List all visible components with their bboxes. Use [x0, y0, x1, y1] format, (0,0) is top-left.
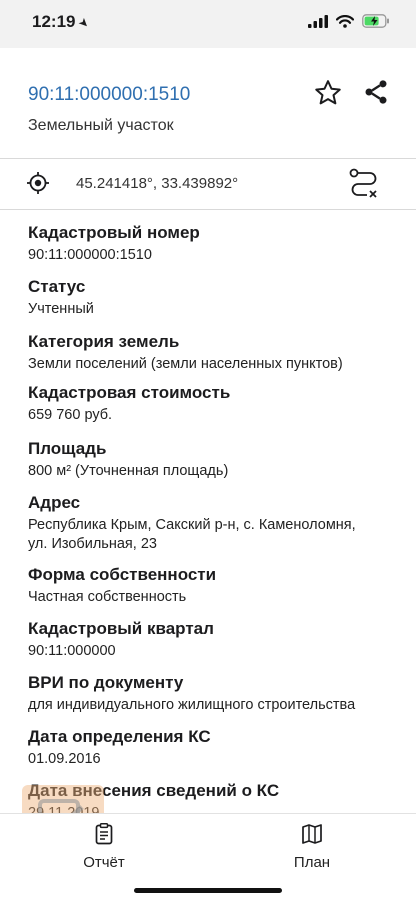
- parcel-type-label: Земельный участок: [28, 117, 174, 134]
- tab-report-label: Отчёт: [83, 854, 125, 871]
- coordinates-text: 45.241418°, 33.439892°: [76, 175, 239, 192]
- field-value: 01.09.2016: [28, 751, 101, 767]
- crosshair-icon: [26, 171, 50, 195]
- parcel-sheet: [0, 48, 416, 900]
- field-label: Дата внесения сведений о КС: [28, 781, 280, 800]
- field-label: Кадастровый номер: [28, 223, 200, 242]
- field-label: Статус: [28, 277, 86, 296]
- wifi-icon: [336, 15, 354, 28]
- star-outline-icon: [313, 78, 343, 108]
- field-valuation-date: [28, 727, 408, 769]
- share-button[interactable]: [362, 78, 396, 112]
- coordinates-row[interactable]: [0, 159, 416, 210]
- cadastral-number-link[interactable]: 90:11:000000:1510: [28, 84, 191, 105]
- tab-plan-label: План: [293, 854, 331, 871]
- clipboard-icon: [92, 822, 116, 846]
- field-value: Земли поселений (земли населенных пунктов): [28, 356, 343, 372]
- signal-icon: [308, 15, 328, 28]
- tab-plan[interactable]: [252, 822, 372, 871]
- favorite-button[interactable]: [313, 78, 347, 112]
- field-status: [28, 277, 408, 319]
- field-label: Кадастровая стоимость: [28, 383, 231, 402]
- home-indicator: [134, 888, 282, 893]
- field-cadastral-quarter: [28, 619, 408, 661]
- field-label: Категория земель: [28, 332, 180, 351]
- field-area: [28, 439, 408, 481]
- field-label: Площадь: [28, 439, 107, 458]
- location-arrow-icon: ➤: [76, 14, 94, 32]
- field-value: ул. Изобильная, 23: [28, 536, 157, 552]
- field-value: 800 м² (Уточненная площадь): [28, 463, 229, 479]
- parcel-header: [0, 48, 416, 159]
- field-value: Республика Крым, Сакский р-н, с. Каменоломня,: [28, 517, 356, 533]
- field-label: ВРИ по документу: [28, 673, 184, 692]
- field-label: Адрес: [28, 493, 81, 512]
- tab-report[interactable]: [44, 822, 164, 871]
- status-bar: [0, 0, 416, 48]
- field-value: 659 760 руб.: [28, 407, 113, 423]
- field-value: Частная собственность: [28, 589, 187, 605]
- field-address: [28, 493, 408, 554]
- route-button[interactable]: [348, 167, 380, 201]
- field-value: для индивидуального жилищного строительства: [28, 697, 356, 713]
- field-value: 90:11:000000:1510: [28, 247, 152, 263]
- field-label: Форма собственности: [28, 565, 217, 584]
- field-ownership-form: [28, 565, 408, 607]
- status-icons: [308, 14, 390, 28]
- route-icon: [348, 167, 380, 201]
- map-icon: [300, 822, 324, 846]
- field-value: 90:11:000000: [28, 643, 116, 659]
- status-time: 12:19➤: [32, 12, 94, 32]
- field-cadastral-number: [28, 223, 408, 265]
- share-icon: [362, 78, 390, 106]
- field-cadastral-value: [28, 383, 408, 425]
- field-label: Дата определения КС: [28, 727, 211, 746]
- field-land-category: [28, 332, 408, 374]
- field-value: Учтенный: [28, 301, 94, 317]
- battery-charging-icon: [362, 14, 390, 28]
- field-label: Кадастровый квартал: [28, 619, 214, 638]
- field-permitted-use: [28, 673, 408, 715]
